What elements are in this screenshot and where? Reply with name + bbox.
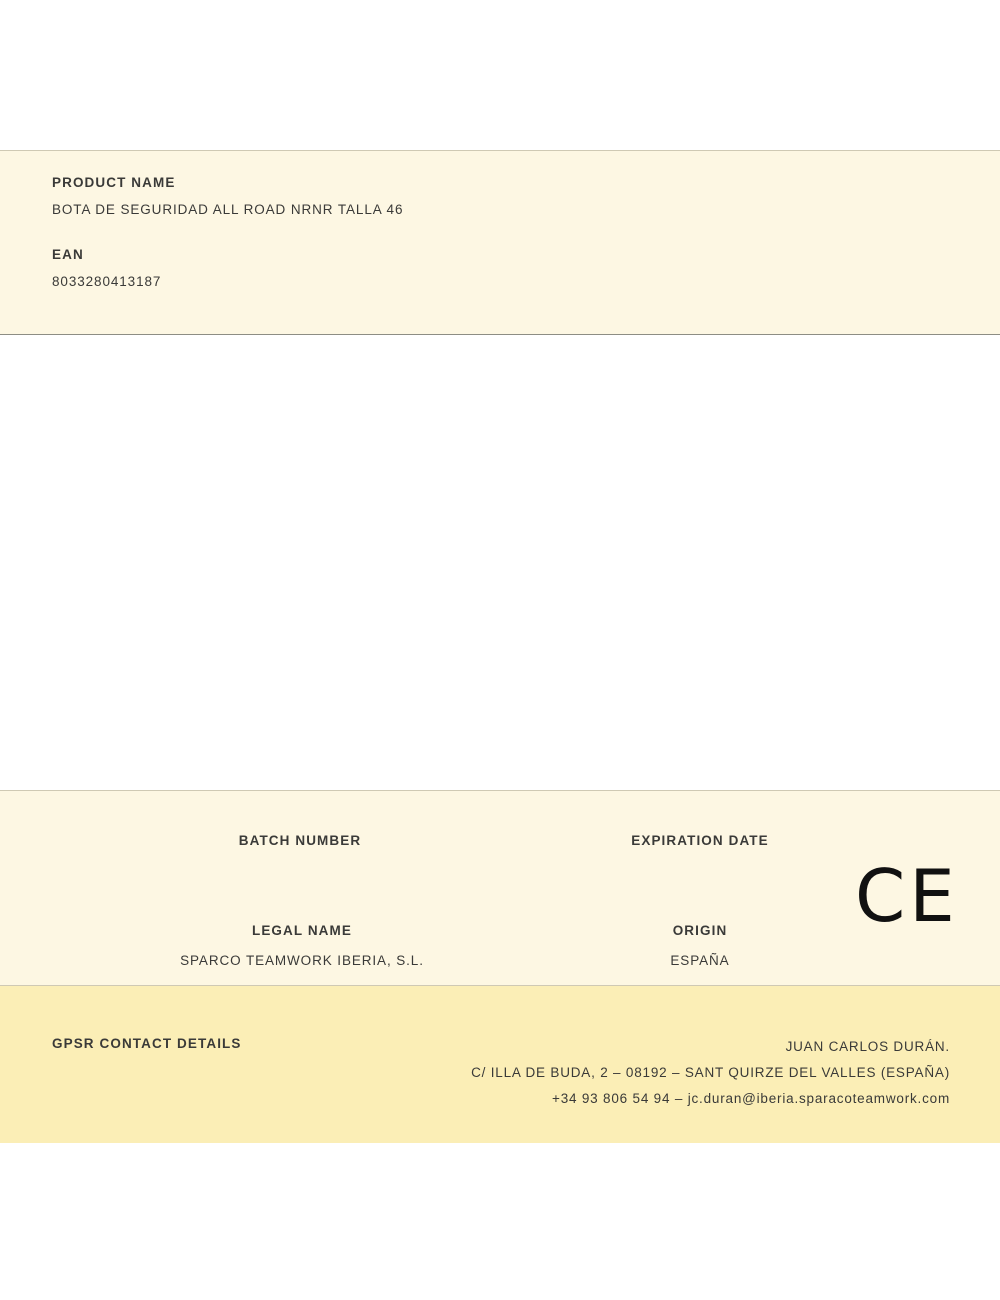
ean-value: 8033280413187 [52, 274, 162, 289]
origin-label: ORIGIN [672, 923, 728, 938]
product-name-label: PRODUCT NAME [52, 175, 176, 190]
product-name-value: BOTA DE SEGURIDAD ALL ROAD NRNR TALLA 46 [52, 202, 404, 217]
info-grid [0, 791, 1000, 985]
blank-content-area [0, 335, 1000, 790]
product-info-block [0, 150, 1000, 335]
gpsr-contact-phone-email: +34 93 806 54 94 – jc.duran@iberia.sparacoteamwork.com [552, 1091, 950, 1106]
gpsr-contact-lines [310, 1034, 950, 1112]
origin-value: ESPAÑA [670, 953, 730, 968]
gpsr-contact-label: GPSR CONTACT DETAILS [52, 1036, 242, 1051]
ce-marking-icon: CE [855, 854, 959, 938]
gpsr-contact-address: C/ ILLA DE BUDA, 2 – 08192 – SANT QUIRZE DEL VALLES (ESPAÑA) [471, 1065, 950, 1080]
gpsr-contact-name: JUAN CARLOS DURÁN. [785, 1039, 950, 1054]
ean-label: EAN [52, 247, 84, 262]
product-info-inner [0, 151, 1000, 289]
batch-number-label: BATCH NUMBER [238, 833, 362, 848]
batch-origin-block [0, 790, 1000, 985]
legal-name-label: LEGAL NAME [251, 923, 352, 938]
expiration-date-label: EXPIRATION DATE [631, 833, 769, 848]
gpsr-contact-block [0, 985, 1000, 1143]
bottom-blank-area [0, 1143, 1000, 1300]
legal-name-value: SPARCO TEAMWORK IBERIA, S.L. [180, 953, 424, 968]
